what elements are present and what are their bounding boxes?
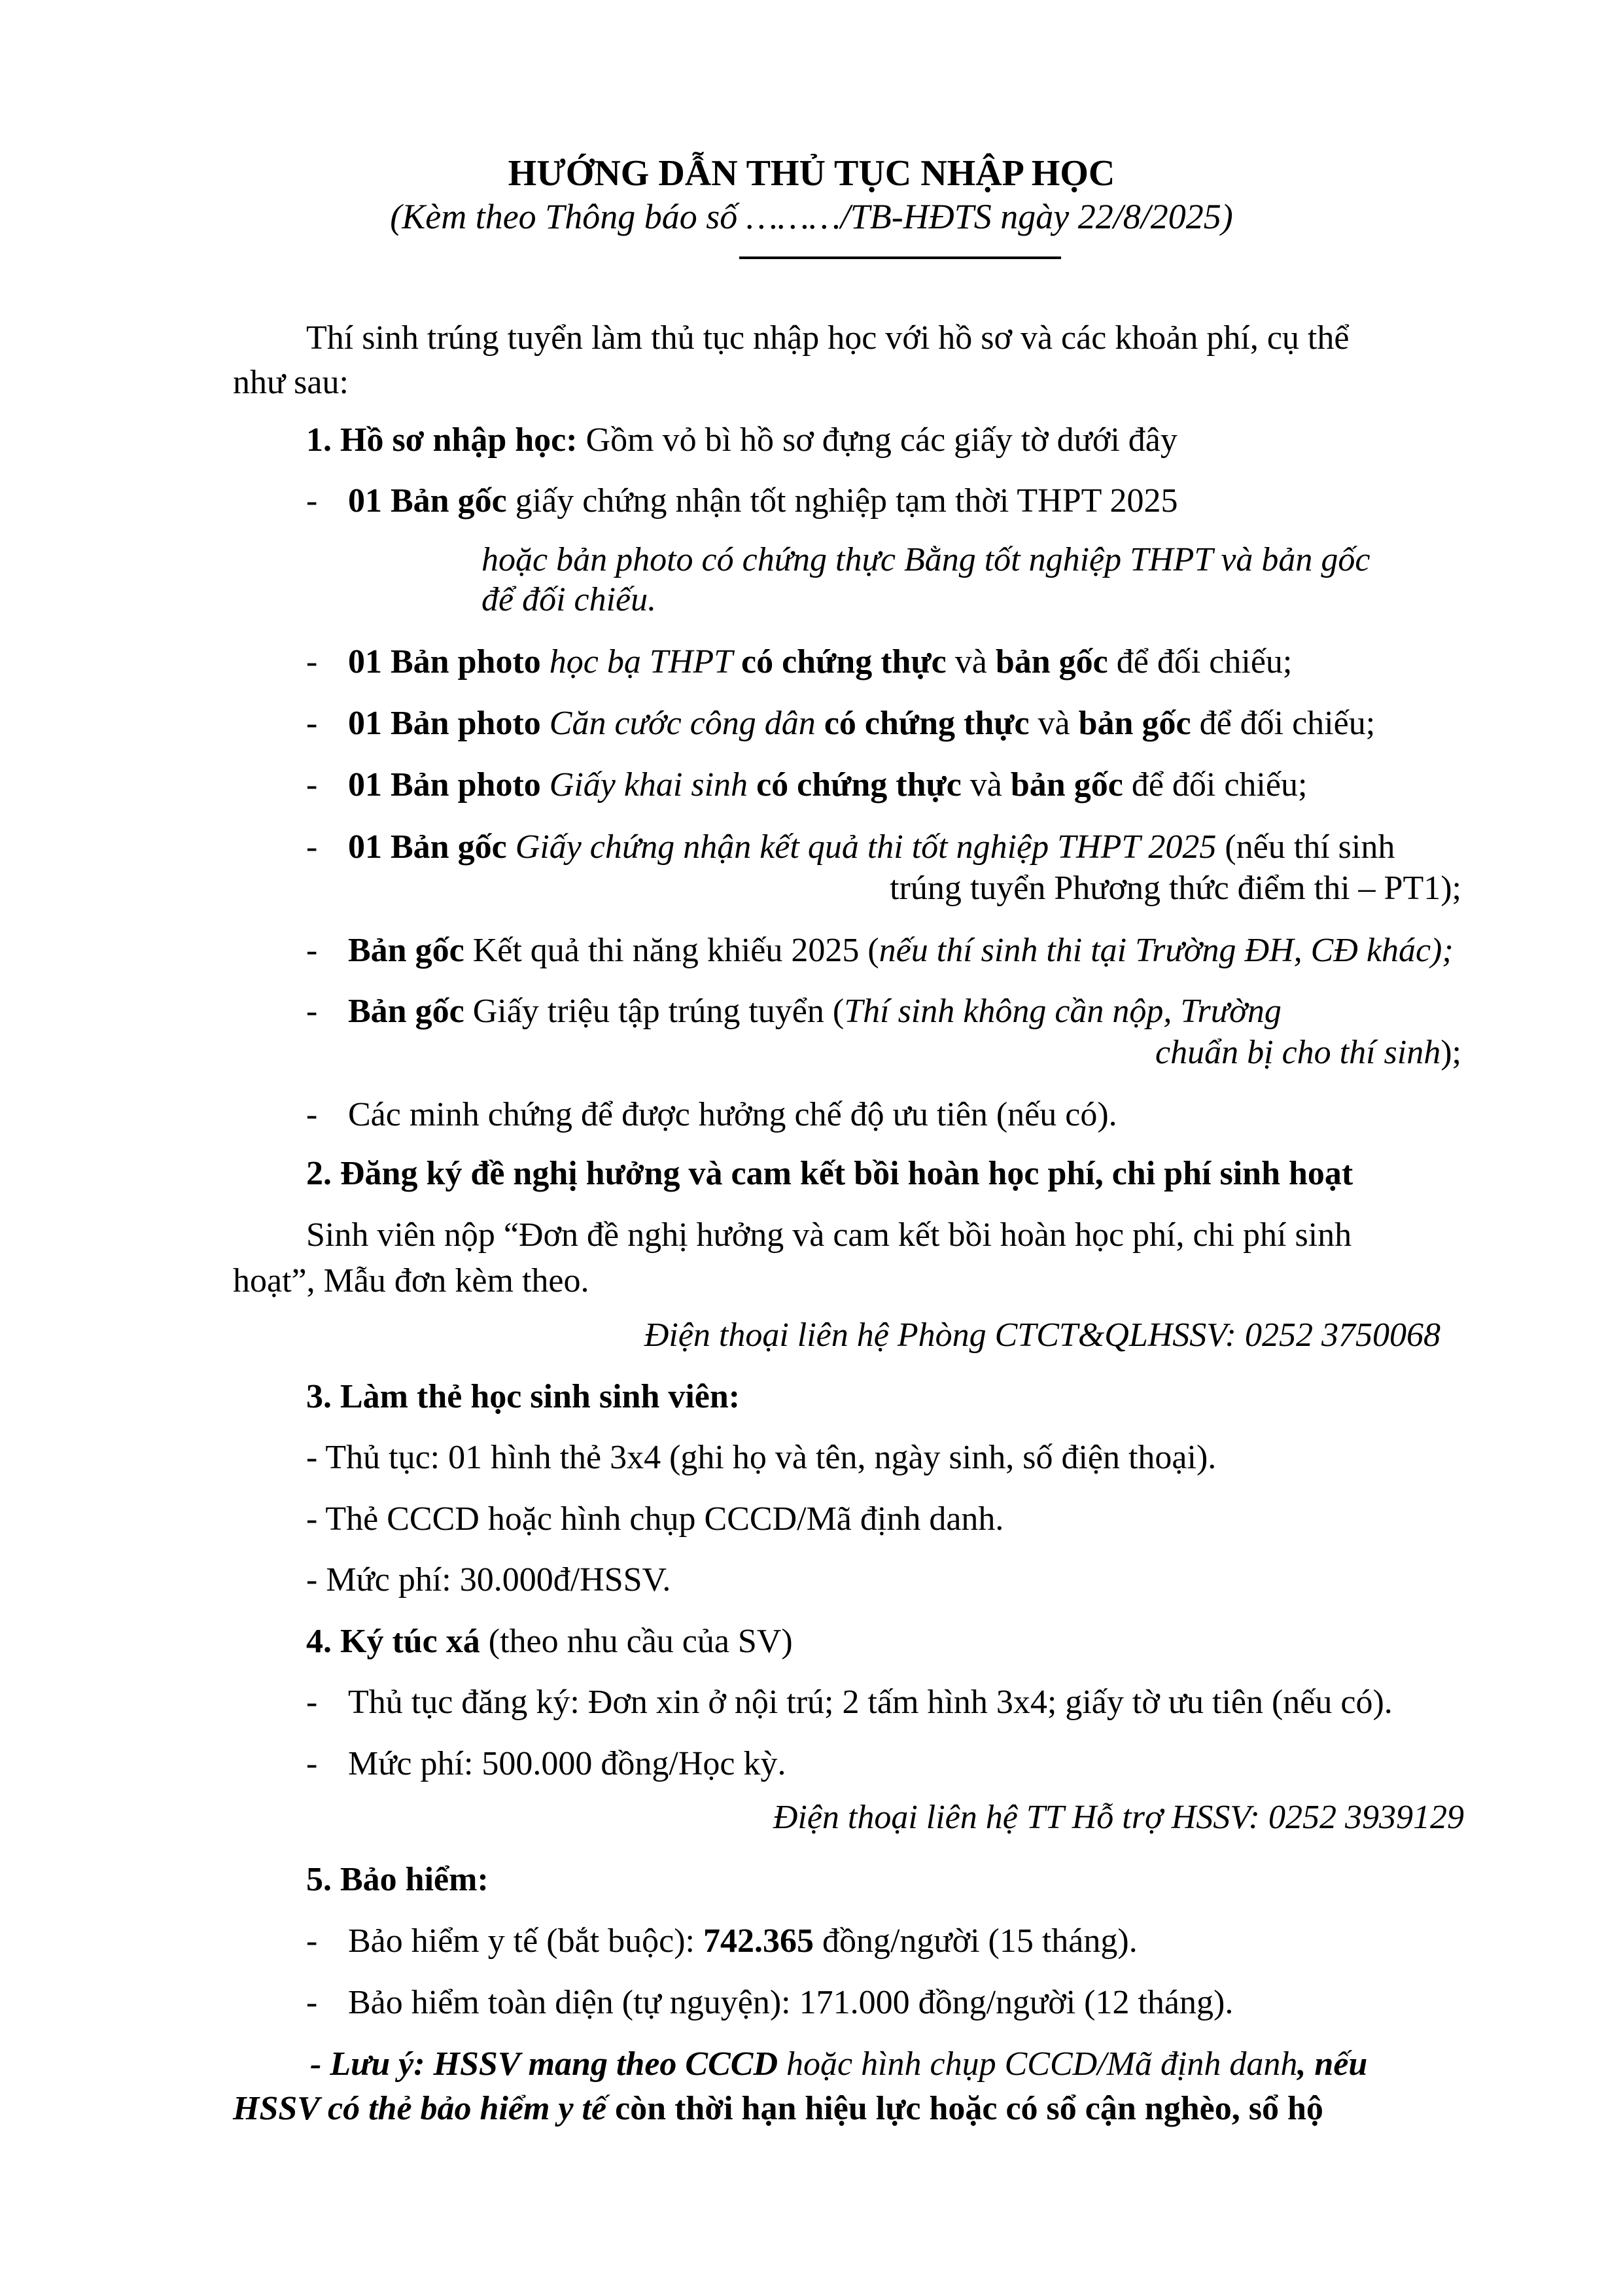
section-3-line-2: - Thẻ CCCD hoặc hình chụp CCCD/Mã định danh. [306,1500,1004,1538]
doc-item-6-bold: Bản gốc [348,932,464,969]
doc-item-3-bold-2: có chứng thực [815,705,1030,742]
doc-item-7-cont [654,1031,1461,1074]
section-2-contact: Điện thoại liên hệ Phòng CTCT&QLHSSV: 0252 3750068 [644,1316,1440,1354]
doc-item-4-bold-2: có chứng thực [748,766,962,804]
insurance-health-label: Bảo hiểm y tế (bắt buộc): [348,1922,703,1960]
doc-item-4-bold: 01 Bản photo [348,766,541,804]
section-4-line-1: Thủ tục đăng ký: Đơn xin ở nội trú; 2 tấm hình 3x4; giấy tờ ưu tiên (nếu có). [348,1684,1393,1721]
list-dash: - [306,828,318,866]
section-2-heading: 2. Đăng ký đề nghị hưởng và cam kết bồi hoàn học phí, chi phí sinh hoạt [306,1155,1353,1192]
list-dash: - [306,1745,318,1782]
doc-item-2-bold: 01 Bản photo [348,643,541,680]
doc-item-3-text-2: để đối chiếu; [1191,705,1376,742]
list-dash: - [306,1096,318,1133]
doc-item-1 [348,480,1178,522]
section-3-line-3: - Mức phí: 30.000đ/HSSV. [306,1561,671,1598]
doc-item-1-text: giấy chứng nhận tốt nghiệp tạm thời THPT 2025 [506,482,1178,520]
section-3-heading: 3. Làm thẻ học sinh sinh viên: [306,1378,741,1415]
section-5-heading: 5. Bảo hiểm: [306,1861,489,1898]
doc-item-7-bold: Bản gốc [348,993,464,1030]
doc-item-7-cont-text: ); [1440,1034,1461,1071]
list-dash: - [306,1684,318,1721]
doc-item-3-text: và [1029,705,1070,742]
list-dash: - [306,1922,318,1960]
section-1-title: 1. Hồ sơ nhập học: [306,421,578,459]
doc-item-1-cont-1: hoặc bản photo có chứng thực Bằng tốt nghiệp THPT và bản gốc [481,541,1370,578]
doc-item-3 [348,702,1375,745]
section-1-heading [306,419,1178,461]
note-label: - Lưu ý: HSSV mang theo CCCD [310,2045,778,2083]
doc-item-2 [348,641,1292,683]
doc-item-2-bold-2: có chứng thực [733,643,947,680]
list-dash: - [306,643,318,680]
note-line-2 [233,2087,1323,2130]
doc-item-7-cont-italic: chuẩn bị cho thí sinh [1155,1034,1441,1071]
page-subtitle: (Kèm theo Thông báo số ………/TB-HĐTS ngày 22/8/2025) [390,197,1233,236]
doc-item-5 [348,826,1395,868]
doc-item-2-text-2: để đối chiếu; [1108,643,1293,680]
doc-item-5-cont: trúng tuyển Phương thức điểm thi – PT1); [890,870,1461,907]
title-divider [739,256,1061,259]
section-4-heading [306,1620,793,1663]
doc-item-6-italic: nếu thí sinh thi tại Trường ĐH, CĐ khác); [879,932,1454,969]
doc-item-7 [348,990,1461,1033]
doc-item-4-bold-3: bản gốc [1002,766,1123,804]
note-rest: còn thời hạn hiệu lực hoặc có sổ cận nghèo, sổ hộ [606,2090,1323,2127]
doc-item-2-bold-3: bản gốc [986,643,1108,680]
list-dash: - [306,482,318,520]
doc-item-6-text: Kết quả thi năng khiếu 2025 ( [464,932,879,969]
section-3-line-1: - Thủ tục: 01 hình thẻ 3x4 (ghi họ và tên, ngày sinh, số điện thoại). [306,1439,1217,1476]
doc-item-1-cont-2: để đối chiếu. [481,581,657,618]
doc-item-2-text: và [946,643,987,680]
doc-item-5-bold: 01 Bản gốc [348,828,507,866]
doc-item-2-italic: học bạ THPT [540,643,733,680]
insurance-health-amount: 742.365 [703,1922,814,1960]
doc-item-6 [348,929,1454,972]
list-dash: - [306,705,318,742]
section-4-desc: (theo nhu cầu của SV) [480,1623,793,1660]
doc-item-5-text: (nếu thí sinh [1216,828,1395,866]
doc-item-3-bold-3: bản gốc [1070,705,1191,742]
doc-item-7-italic: Thí sinh không cần nộp, Trường [844,993,1282,1030]
section-2-para-2: hoạt”, Mẫu đơn kèm theo. [233,1262,589,1299]
section-1-desc: Gồm vỏ bì hồ sơ đựng các giấy tờ dưới đây [577,421,1178,459]
section-5-line-2: Bảo hiểm toàn diện (tự nguyện): 171.000 đồng/người (12 tháng). [348,1984,1234,2021]
list-dash: - [306,993,318,1030]
section-4-line-2: Mức phí: 500.000 đồng/Học kỳ. [348,1745,786,1782]
section-2-para-1: Sinh viên nộp “Đơn đề nghị hưởng và cam kết bồi hoàn học phí, chi phí sinh [306,1216,1352,1254]
doc-item-8: Các minh chứng để được hưởng chế độ ưu tiên (nếu có). [348,1096,1117,1133]
doc-item-4-text: và [961,766,1002,804]
doc-item-4 [348,764,1307,806]
intro-line-2: như sau: [233,364,349,401]
doc-item-3-bold: 01 Bản photo [348,705,541,742]
note-italic: hoặc hình chụp CCCD/Mã định danh [778,2045,1298,2083]
note-if: , nếu [1297,2045,1368,2083]
page-title: HƯỚNG DẪN THỦ TỤC NHẬP HỌC [508,153,1115,194]
note-line-1 [310,2043,1367,2085]
doc-item-7-text: Giấy triệu tập trúng tuyển ( [464,993,845,1030]
doc-item-1-bold: 01 Bản gốc [348,482,507,520]
list-dash: - [306,932,318,969]
note-insurance: HSSV có thẻ bảo hiểm y tế [233,2090,607,2127]
section-5-line-1 [348,1920,1138,1962]
doc-item-5-italic: Giấy chứng nhận kết quả thi tốt nghiệp THPT 2025 [506,828,1217,866]
list-dash: - [306,766,318,804]
list-dash: - [306,1984,318,2021]
section-4-contact: Điện thoại liên hệ TT Hỗ trợ HSSV: 0252 3939129 [773,1799,1464,1836]
section-4-title: 4. Ký túc xá [306,1623,480,1660]
doc-item-4-text-2: để đối chiếu; [1123,766,1308,804]
doc-item-3-italic: Căn cước công dân [540,705,816,742]
intro-line-1: Thí sinh trúng tuyển làm thủ tục nhập học với hồ sơ và các khoản phí, cụ thể [306,319,1350,357]
insurance-health-unit: đồng/người (15 tháng). [813,1922,1138,1960]
doc-item-4-italic: Giấy khai sinh [540,766,748,804]
